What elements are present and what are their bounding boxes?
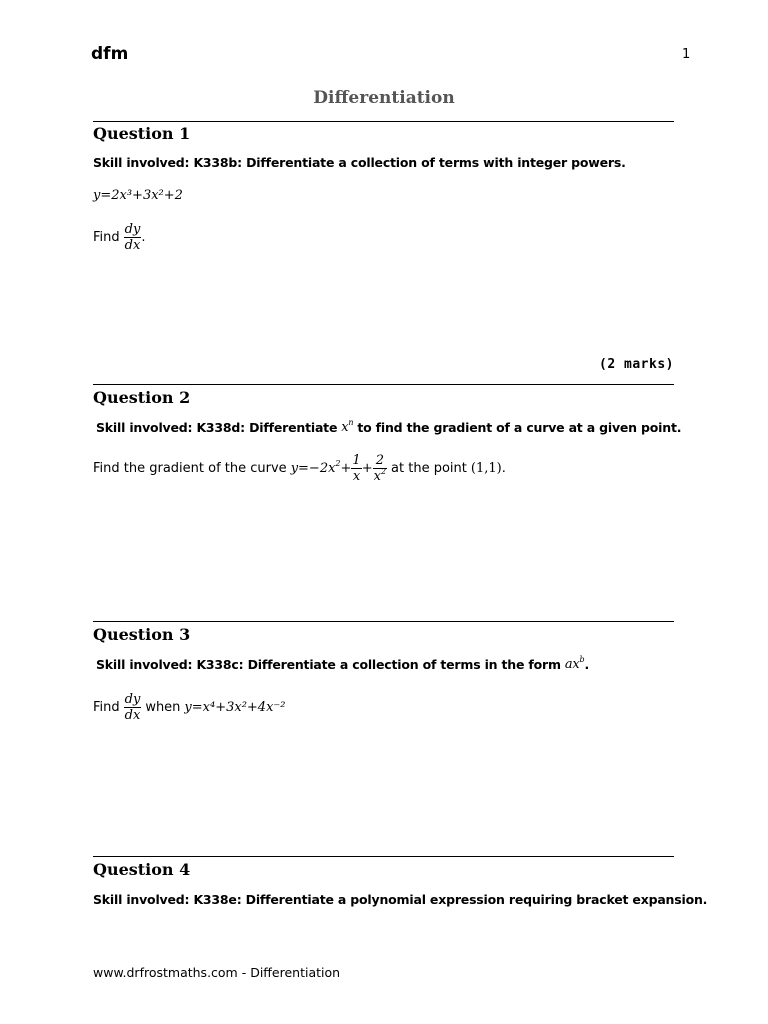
question-1-prompt-row: Find $\frac{dy}{dx}$ . — [93, 222, 146, 253]
question-2-prompt-row: Find the gradient of the curve $y=-2x^2+$ $\frac{1}{x}$ + $\frac{2}{x^2}$ at the point (1,1) . — [93, 453, 506, 484]
divider — [93, 121, 674, 122]
question-2-skill: Skill involved: K338d: Differentiate $x^n$ to find the gradient of a curve at a given point. — [96, 418, 682, 435]
page-title: Differentiation — [313, 88, 455, 108]
question-3-prompt-row: Find $\frac{dy}{dx}$ when y=x⁴+3x²+4x⁻² — [93, 692, 286, 723]
divider — [93, 856, 674, 857]
question-2-prompt: Find the gradient of the curve — [93, 461, 287, 476]
logo: dfm — [91, 44, 129, 64]
question-1-heading: Question 1 — [93, 124, 191, 143]
question-3-skill: Skill involved: K338c: Differentiate a collection of terms in the form $ax^b$ . — [96, 655, 590, 672]
question-4-skill: Skill involved: K338e: Differentiate a polynomial expression requiring bracket expansion. — [93, 892, 708, 907]
question-3-heading: Question 3 — [93, 625, 191, 644]
question-4-heading: Question 4 — [93, 860, 191, 879]
question-1-prompt: Find — [93, 230, 120, 245]
divider — [93, 384, 674, 385]
divider — [93, 621, 674, 622]
page-number: 1 — [682, 47, 691, 62]
question-1-equation: y=2x³+3x²+2 — [93, 188, 183, 203]
footer-text: www.drfrostmaths.com - Differentiation — [93, 965, 341, 980]
marks-label: (2 marks) — [599, 357, 674, 372]
question-1-skill: Skill involved: K338b: Differentiate a collection of terms with integer powers. — [93, 155, 626, 170]
dy-dx-fraction: $\frac{dy}{dx}$ — [124, 222, 141, 253]
question-2-heading: Question 2 — [93, 388, 191, 407]
